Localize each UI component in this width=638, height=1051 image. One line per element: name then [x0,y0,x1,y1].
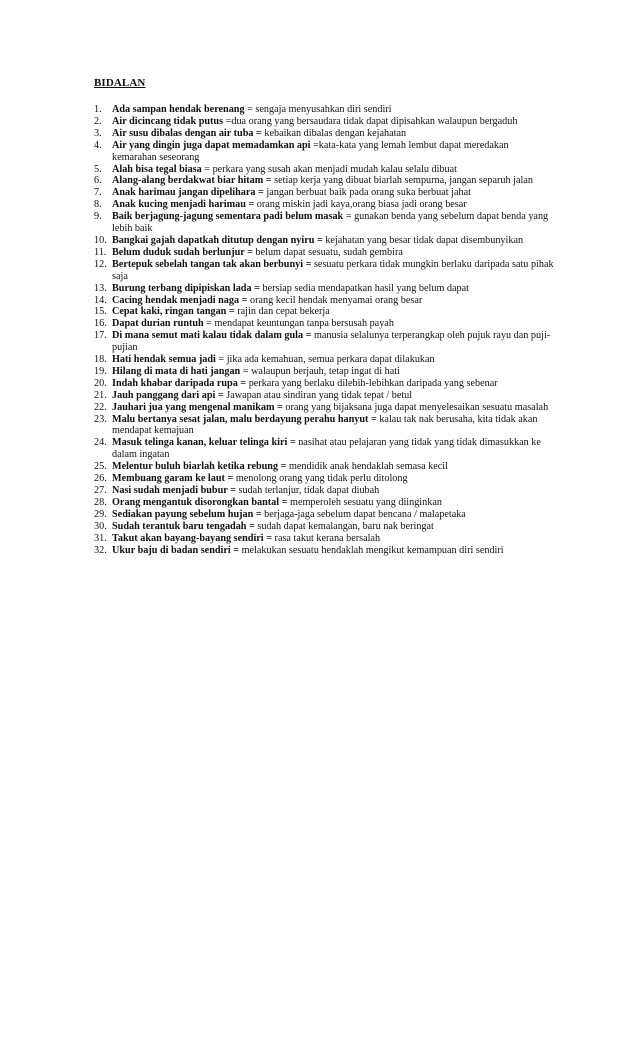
proverb-item [94,306,554,318]
proverb-meaning: orang kecil hendak menyamai orang besar [247,294,423,306]
proverb-term: Ada sampan hendak berenang [112,104,245,115]
proverb-meaning: belum dapat sesuatu, sudah gembira [252,246,403,258]
proverb-item [94,295,554,307]
proverb-item [94,330,554,354]
proverb-meaning: rasa takut kerana bersalah [272,532,381,544]
proverb-meaning: menolong orang yang tidak perlu ditolong [233,473,408,485]
proverb-term: Anak harimau jangan dipelihara = [112,187,264,199]
proverb-meaning: = mendapat keuntungan tanpa bersusah payah [203,318,394,330]
proverb-item [94,354,554,366]
proverb-item [94,390,554,402]
proverb-meaning: kebaikan dibalas dengan kejahatan [261,127,407,139]
proverb-meaning: rajin dan cepat bekerja [234,306,330,318]
proverb-term: Bangkai gajah dapatkah ditutup dengan nyiru = [112,234,323,246]
proverb-meaning: setiap kerja yang dibuat biarlah sempurna, jangan separuh jalan [271,175,533,187]
proverb-item [94,187,554,199]
proverb-item [94,128,554,140]
proverb-item [94,140,554,164]
item-number: 31. [94,532,107,544]
proverb-term: Jauh panggang dari api = [112,389,224,401]
proverb-item [94,473,554,485]
proverb-term: Takut akan bayang-bayang sendiri = [112,532,272,544]
proverb-meaning: = perkara yang susah akan menjadi mudah kalau selalu dibuat [201,163,457,175]
proverb-item [94,437,554,461]
item-number: 24. [94,437,107,449]
proverb-item [94,497,554,509]
proverb-meaning: = gunakan benda yang sebelum dapat benda yang lebih baik [112,211,549,235]
proverb-item [94,485,554,497]
proverb-meaning: =kata-kata yang lemah lembut dapat meredakan kemarahan seseorang [112,139,509,163]
proverb-term: Baik berjagung-jagung sementara padi belum masak [112,211,344,223]
item-number: 9. [94,211,102,223]
proverb-term: Air dicincang tidak putus [112,115,224,127]
proverb-item [94,509,554,521]
proverb-item [94,318,554,330]
proverb-term: Jauhari jua yang mengenal manikam = [112,401,283,413]
proverb-item [94,116,554,128]
item-number: 22. [94,401,107,413]
proverb-term: Nasi sudah menjadi bubur = [112,485,236,496]
proverb-item [94,175,554,187]
proverb-meaning: Jawapan atau sindiran yang tidak tepat / betul [223,389,413,401]
proverb-term: Burung terbang dipipiskan lada = [112,282,260,294]
proverb-meaning: kejahatan yang besar tidak dapat disembunyikan [322,234,524,246]
proverb-term: Indah khabar daripada rupa = [112,377,247,389]
proverb-term: Di mana semut mati kalau tidak dalam gula = [112,330,312,342]
item-number: 18. [94,354,107,366]
proverb-term: Air yang dingin juga dapat memadamkan api [112,139,311,151]
proverb-meaning: =dua orang yang bersaudara tidak dapat dipisahkan walaupun bergaduh [223,115,518,127]
proverb-term: Membuang garam ke laut = [112,473,234,485]
proverb-meaning: manusia selalunya terperangkap oleh pujuk rayu dan puji-pujian [112,330,551,354]
proverb-term: Melentur buluh biarlah ketika rebung = [112,461,287,473]
document-title: BIDALAN [94,77,146,89]
proverb-meaning: sudah dapat kemalangan, baru nak beringat [254,520,434,532]
proverb-term: Alah bisa tegal biasa [112,163,202,175]
proverb-item [94,461,554,473]
proverb-term: Sediakan payung sebelum hujan = [112,508,262,520]
proverb-term: Air susu dibalas dengan air tuba = [112,127,262,139]
item-number: 26. [94,473,107,485]
proverb-list [94,104,554,556]
proverb-term: Ukur baju di badan sendiri = [112,544,240,556]
item-number: 21. [94,389,107,401]
proverb-item [94,402,554,414]
proverb-item [94,283,554,295]
item-number: 32. [94,544,107,556]
item-number: 5. [94,163,102,175]
proverb-term: Sudah terantuk baru tengadah = [112,520,255,532]
item-number: 13. [94,282,107,294]
proverb-meaning: bersiap sedia mendapatkan hasil yang belum dapat [259,282,469,294]
proverb-meaning: sesuatu perkara tidak mungkin berlaku daripada satu pihak saja [112,258,554,282]
item-number: 27. [94,485,107,496]
proverb-item [94,414,554,438]
proverb-term: Masuk telinga kanan, keluar telinga kiri = [112,437,296,449]
proverb-term: Hati hendak semua jadi [112,354,216,366]
item-number: 6. [94,175,102,187]
proverb-meaning: mendidik anak hendaklah semasa kecil [286,461,448,473]
proverb-meaning: melakukan sesuatu hendaklah mengikut kemampuan diri sendiri [239,544,504,556]
item-number: 3. [94,127,102,139]
item-number: 29. [94,508,107,520]
proverb-meaning: = sengaja menyusahkan diri sendiri [244,104,392,115]
item-number: 16. [94,318,107,330]
proverb-term: Dapat durian runtuh [112,318,204,330]
proverb-meaning: berjaga-jaga sebelum dapat bencana / malapetaka [261,508,466,520]
proverb-item [94,521,554,533]
proverb-term: Belum duduk sudah berlunjur = [112,246,253,258]
item-number: 7. [94,187,102,199]
item-number: 14. [94,294,107,306]
item-number: 28. [94,496,107,508]
proverb-term: Alang-alang berdakwat biar hitam = [112,175,272,187]
proverb-meaning: = walaupun berjauh, tetap ingat di hati [240,365,400,377]
item-number: 25. [94,461,107,473]
item-number: 17. [94,330,107,342]
proverb-meaning: kalau tak nak berusaha, kita tidak akan mendapat kemajuan [112,413,538,437]
proverb-item [94,259,554,283]
proverb-item [94,164,554,176]
proverb-term: Cepat kaki, ringan tangan = [112,306,235,318]
item-number: 15. [94,306,107,318]
item-number: 11. [94,246,107,258]
proverb-meaning: orang yang bijaksana juga dapat menyelesaikan sesuatu masalah [282,401,549,413]
proverb-item [94,366,554,378]
item-number: 20. [94,377,107,389]
proverb-meaning: perkara yang berlaku dilebih-lebihkan daripada yang sebenar [246,377,498,389]
item-number: 1. [94,104,102,115]
proverb-item [94,247,554,259]
proverb-term: Orang mengantuk disorongkan bantal = [112,496,288,508]
item-number: 23. [94,413,107,425]
proverb-meaning: nasihat atau pelajaran yang tidak yang tidak dimasukkan ke dalam ingatan [112,437,541,461]
proverb-meaning: sudah terlanjur, tidak dapat diubah [235,485,380,496]
proverb-meaning: jangan berbuat baik pada orang suka berbuat jahat [263,187,471,199]
proverb-term: Malu bertanya sesat jalan, malu berdayung perahu hanyut = [112,413,377,425]
proverb-meaning: orang miskin jadi kaya,orang biasa jadi orang besar [254,199,467,211]
proverb-term: Hilang di mata di hati jangan [112,365,241,377]
item-number: 4. [94,139,102,151]
proverb-term: Bertepuk sebelah tangan tak akan berbunyi = [112,258,312,270]
proverb-term: Cacing hendak menjadi naga = [112,294,248,306]
item-number: 10. [94,234,107,246]
proverb-meaning: memperoleh sesuatu yang diinginkan [287,496,442,508]
proverb-term: Anak kucing menjadi harimau = [112,199,255,211]
proverb-item [94,378,554,390]
item-number: 2. [94,115,102,127]
proverb-meaning: = jika ada kemahuan, semua perkara dapat dilakukan [215,354,435,366]
item-number: 19. [94,365,107,377]
item-number: 30. [94,520,107,532]
proverb-item [94,533,554,545]
proverb-item [94,104,554,116]
item-number: 8. [94,199,102,211]
proverb-item [94,211,554,235]
proverb-item [94,235,554,247]
proverb-item [94,545,554,557]
proverb-item [94,199,554,211]
item-number: 12. [94,258,107,270]
